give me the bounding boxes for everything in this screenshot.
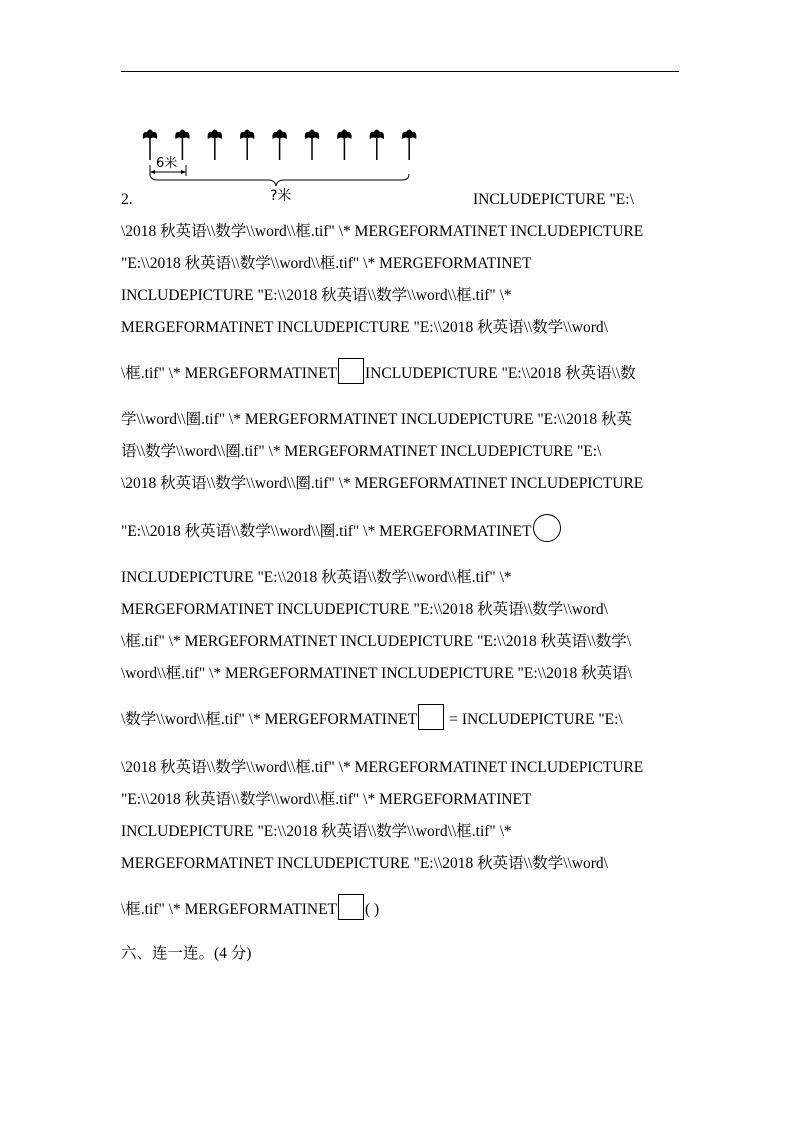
field-code-line: \2018 秋英语\\数学\\word\\框.tif" \* MERGEFORMATINET INCLUDEPICTURE bbox=[121, 759, 644, 776]
tree-icon bbox=[240, 130, 254, 161]
field-code-line: INCLUDEPICTURE "E:\ bbox=[473, 191, 634, 208]
tree-icon bbox=[175, 130, 189, 161]
field-code-line-with-box bbox=[121, 894, 379, 920]
field-code-line: INCLUDEPICTURE "E:\\2018 秋英语\\数学\\word\\框.tif" \* bbox=[121, 823, 512, 840]
field-code-text: "E:\\2018 秋英语\\数学\\word\\圈.tif" \* MERGEFORMATINET bbox=[121, 523, 532, 540]
tree-row-diagram bbox=[138, 124, 428, 210]
question-number: 2. bbox=[121, 191, 133, 208]
field-code-text: INCLUDEPICTURE "E:\ bbox=[461, 711, 623, 728]
field-code-line: "E:\\2018 秋英语\\数学\\word\\框.tif" \* MERGEFORMATINET bbox=[121, 791, 532, 808]
field-code-line: \框.tif" \* MERGEFORMATINET INCLUDEPICTURE "E:\\2018 秋英语\\数学\ bbox=[121, 633, 632, 650]
field-code-line-with-box bbox=[121, 704, 623, 730]
tree-icon bbox=[337, 130, 351, 161]
tree-row-figure bbox=[138, 124, 428, 215]
field-code-line: MERGEFORMATINET INCLUDEPICTURE "E:\\2018 秋英语\\数学\\word\ bbox=[121, 855, 608, 872]
answer-box-3[interactable] bbox=[338, 894, 364, 920]
tree-icon bbox=[208, 130, 222, 161]
answer-box-1[interactable] bbox=[338, 358, 364, 384]
field-code-line: INCLUDEPICTURE "E:\\2018 秋英语\\数学\\word\\框.tif" \* bbox=[121, 569, 512, 586]
field-code-line: 学\\word\\圈.tif" \* MERGEFORMATINET INCLUDEPICTURE "E:\\2018 秋英 bbox=[121, 411, 632, 428]
field-code-text: \框.tif" \* MERGEFORMATINET bbox=[121, 365, 338, 382]
tree-icon bbox=[305, 130, 319, 161]
field-code-line-with-box bbox=[121, 358, 636, 384]
total-label: ?米 bbox=[270, 188, 292, 204]
interval-label: 6米 bbox=[156, 156, 178, 171]
tree-icon bbox=[370, 130, 384, 161]
field-code-line: INCLUDEPICTURE "E:\\2018 秋英语\\数学\\word\\框.tif" \* bbox=[121, 287, 512, 304]
answer-paren-blank[interactable]: ( ) bbox=[365, 901, 380, 918]
interval-left-arrow bbox=[150, 170, 155, 174]
interval-right-arrow bbox=[181, 170, 186, 174]
field-code-text: INCLUDEPICTURE "E:\\2018 秋英语\\数 bbox=[365, 365, 636, 382]
field-code-line: \2018 秋英语\\数学\\word\\圈.tif" \* MERGEFORMATINET INCLUDEPICTURE bbox=[121, 475, 644, 492]
section-title: 六、连一连。(4 分) bbox=[121, 945, 252, 962]
tree-icon bbox=[402, 130, 416, 161]
answer-circle[interactable] bbox=[533, 514, 561, 542]
field-code-text: \框.tif" \* MERGEFORMATINET bbox=[121, 901, 338, 918]
field-code-line-with-circle bbox=[121, 514, 562, 542]
total-brace bbox=[150, 174, 409, 186]
answer-box-2[interactable] bbox=[418, 704, 444, 730]
field-code-text: \数学\\word\\框.tif" \* MERGEFORMATINET bbox=[121, 711, 418, 728]
field-code-line: 语\\数学\\word\\圈.tif" \* MERGEFORMATINET INCLUDEPICTURE "E:\ bbox=[121, 443, 602, 460]
field-code-line: "E:\\2018 秋英语\\数学\\word\\框.tif" \* MERGEFORMATINET bbox=[121, 255, 532, 272]
equals-sign: = bbox=[449, 711, 458, 728]
field-code-line: \2018 秋英语\\数学\\word\\框.tif" \* MERGEFORMATINET INCLUDEPICTURE bbox=[121, 223, 644, 240]
field-code-line: \word\\框.tif" \* MERGEFORMATINET INCLUDEPICTURE "E:\\2018 秋英语\ bbox=[121, 665, 632, 682]
field-code-line: MERGEFORMATINET INCLUDEPICTURE "E:\\2018 秋英语\\数学\\word\ bbox=[121, 601, 608, 618]
field-code-line: MERGEFORMATINET INCLUDEPICTURE "E:\\2018 秋英语\\数学\\word\ bbox=[121, 319, 608, 336]
header-rule bbox=[121, 71, 679, 72]
tree-icon bbox=[272, 130, 286, 161]
